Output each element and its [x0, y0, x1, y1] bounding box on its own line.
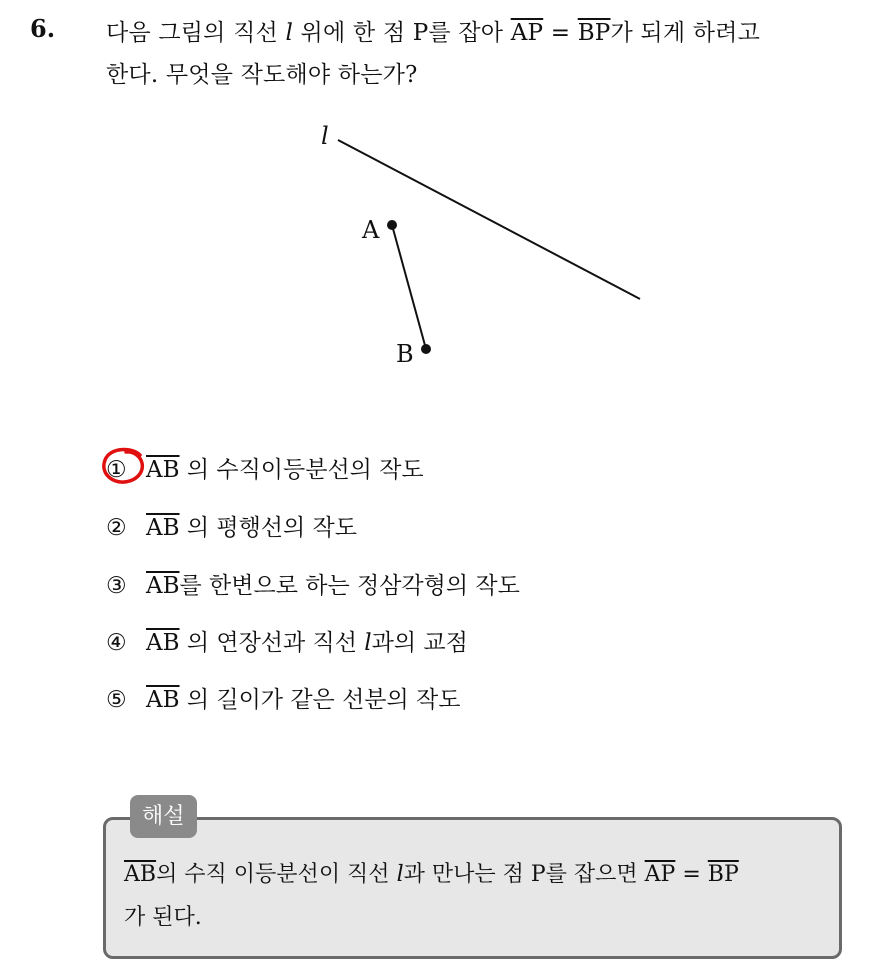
explanation-line2: 가 된다.: [124, 905, 202, 930]
question-text-pre: 다음 그림의 직선: [106, 20, 286, 46]
choice-text-2: 과의 교점: [371, 630, 468, 656]
equals-sign: =: [675, 862, 708, 887]
question-text-mid: 위에 한 점 P를 잡아: [293, 20, 511, 46]
question-text-line2: 한다. 무엇을 작도해야 하는가?: [106, 62, 418, 88]
choice-5[interactable]: [106, 681, 460, 714]
choice-3[interactable]: [106, 567, 520, 600]
point-a-label: A: [362, 216, 380, 244]
choice-text: 의 길이가 같은 선분의 작도: [186, 687, 461, 713]
segment-ab-label: $\overline{AB}$: [146, 457, 180, 483]
choice-number: ①: [106, 457, 127, 483]
choice-text: 의 평행선의 작도: [186, 515, 357, 541]
equals-sign: =: [543, 20, 578, 46]
choice-number: ③: [106, 573, 127, 599]
geometry-figure: [0, 0, 884, 430]
choice-text: 의 연장선과 직선: [186, 630, 365, 656]
segment-bp: $\overline{BP}$: [707, 862, 739, 887]
line-variable-l: l: [285, 20, 294, 46]
question-text-post: 가 되게 하려고: [610, 20, 761, 46]
point-b-label: B: [396, 340, 414, 368]
line-variable-l: l: [364, 630, 372, 656]
segment-ap: $\overline{AP}$: [510, 20, 544, 46]
explanation-line1: [124, 857, 739, 888]
explanation-box: [103, 817, 842, 959]
segment-ab-label: $\overline{AB}$: [146, 687, 180, 713]
explanation-text-2: 과 만나는 점 P를 잡으면: [403, 862, 645, 887]
choice-text: 의 수직이등분선의 작도: [186, 457, 424, 483]
choice-number: ④: [106, 630, 127, 656]
segment-ab: [392, 225, 426, 349]
choice-4[interactable]: [106, 624, 468, 657]
segment-ap: $\overline{AP}$: [644, 862, 676, 887]
segment-bp: $\overline{BP}$: [577, 20, 611, 46]
segment-ab-label: $\overline{AB}$: [146, 515, 180, 541]
line-variable-l: l: [396, 862, 404, 887]
explanation-text: 의 수직 이등분선이 직선: [156, 862, 397, 887]
choice-text: 를 한변으로 하는 정삼각형의 작도: [179, 573, 520, 599]
choice-number: ②: [106, 515, 127, 541]
line-l: [338, 140, 640, 299]
point-b-dot: [421, 344, 431, 354]
point-a-dot: [387, 220, 397, 230]
explanation-tag: 해설: [130, 795, 197, 838]
choice-1[interactable]: [106, 451, 424, 484]
choice-number: ⑤: [106, 687, 127, 713]
choice-2[interactable]: [106, 509, 357, 542]
segment-ab-label: $\overline{AB}$: [124, 862, 157, 887]
question-number: 6.: [30, 14, 56, 43]
segment-ab-label: $\overline{AB}$: [146, 573, 180, 599]
segment-ab-label: $\overline{AB}$: [146, 630, 180, 656]
line-l-label: l: [321, 122, 329, 150]
